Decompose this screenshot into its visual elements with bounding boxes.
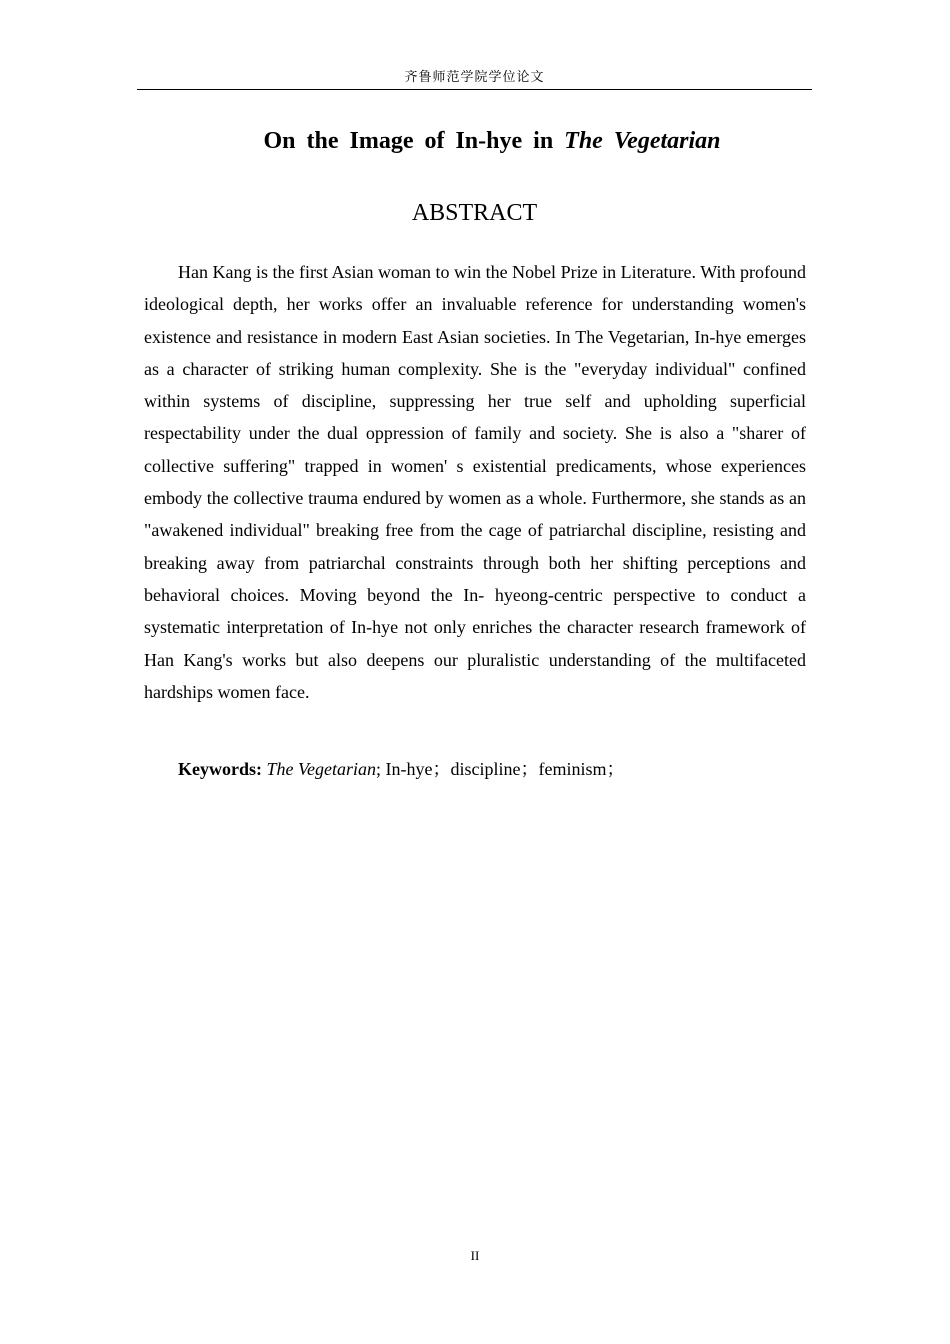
- paper-title: [137, 123, 847, 159]
- title-main: On the Image of In-hye in: [263, 128, 565, 154]
- keyword-book-title: The Vegetarian: [266, 759, 376, 779]
- abstract-heading: ABSTRACT: [411, 200, 538, 226]
- header-text: 齐鲁师范学院学位论文: [404, 70, 545, 85]
- page-number: II: [470, 1248, 480, 1263]
- page-header: [137, 68, 812, 90]
- title-book-name: The Vegetarian: [564, 128, 721, 154]
- keywords-line: [178, 754, 806, 784]
- keywords-rest: ; In-hye；discipline；feminism；: [376, 759, 625, 779]
- keywords-label: Keywords:: [178, 759, 262, 779]
- abstract-body: Han Kang is the first Asian woman to win the Nobel Prize in Literature. With profound ideological depth, her works offer an invaluable reference for understanding women's existence and resistance in modern East Asian societies. In The Vegetarian, In-hye emerges as a character of striking human complexity. She is the "everyday individual" confined within systems of discipline, suppressing her true self and upholding superficial respectability under the dual oppression of family and society. She is also a "sharer of collective suffering" trapped in women' s existential predicaments, whose experiences embody the collective trauma endured by women as a whole. Furthermore, she stands as an "awakened individual" breaking free from the cage of patriarchal discipline, resisting and breaking away from patriarchal constraints through both her shifting perceptions and behavioral choices. Moving beyond the In- hyeong-centric perspective to conduct a systematic interpretation of In-hye not only enriches the character research framework of Han Kang's works but also deepens our pluralistic understanding of the multifaceted hardships women face.: [144, 262, 806, 702]
